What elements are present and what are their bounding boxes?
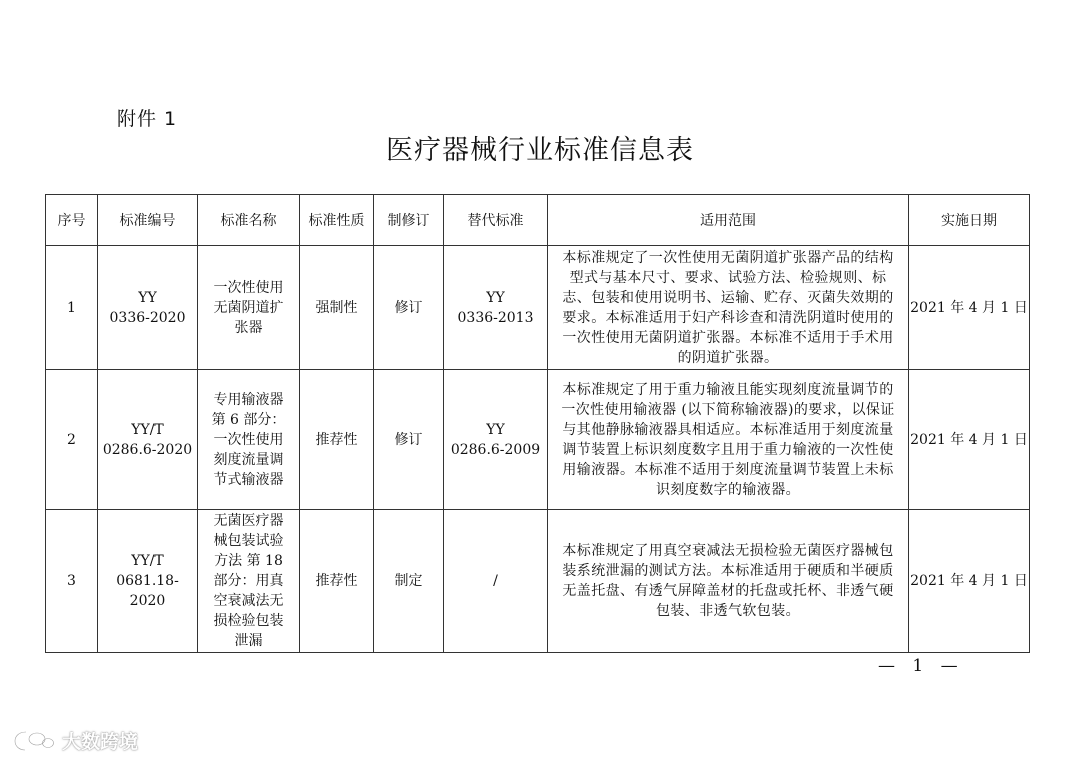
- cell-revision: 修订: [374, 246, 444, 370]
- cell-date: 2021 年 4 月 1 日: [909, 510, 1030, 653]
- cell-date: 2021 年 4 月 1 日: [909, 370, 1030, 510]
- cell-revision: 制定: [374, 510, 444, 653]
- cell-scope: 本标准规定了用真空衰减法无损检验无菌医疗器械包装系统泄漏的测试方法。本标准适用于硬质和半硬质无盖托盘、有透气屏障盖材的托盘或托杯、非透气硬包装、非透气软包装。: [548, 510, 909, 653]
- cell-nature: 推荐性: [300, 510, 374, 653]
- header-date: 实施日期: [909, 195, 1030, 246]
- table-row: [46, 370, 1030, 510]
- table-row: [46, 246, 1030, 370]
- chat-bubble-logo-icon: [12, 729, 56, 753]
- table-header-row: [46, 195, 1030, 246]
- cell-scope: 本标准规定了用于重力输液且能实现刻度流量调节的一次性使用输液器 (以下简称输液器)的要求，以保证与其他静脉输液器具相适应。本标准适用于刻度流量调节装置上标识刻度数字且用于重力输液的一次性使用输液器。本标准不适用于刻度流量调节装置上未标识刻度数字的输液器。: [548, 370, 909, 510]
- cell-seq: 1: [46, 246, 98, 370]
- cell-nature: 推荐性: [300, 370, 374, 510]
- table-row: [46, 510, 1030, 653]
- header-name: 标准名称: [198, 195, 300, 246]
- header-seq: 序号: [46, 195, 98, 246]
- cell-nature: 强制性: [300, 246, 374, 370]
- cell-name: 专用输液器第 6 部分：一次性使用刻度流量调节式输液器: [198, 370, 300, 510]
- cell-scope: 本标准规定了一次性使用无菌阴道扩张器产品的结构型式与基本尺寸、要求、试验方法、检验规则、标志、包装和使用说明书、运输、贮存、灭菌失效期的要求。本标准适用于妇产科诊查和清洗阴道时使用的一次性使用无菌阴道扩张器。本标准不适用于手术用的阴道扩张器。: [548, 246, 909, 370]
- page-title: 医疗器械行业标准信息表: [386, 135, 694, 166]
- cell-seq: 2: [46, 370, 98, 510]
- watermark: [12, 727, 138, 754]
- header-revision: 制修订: [374, 195, 444, 246]
- header-replace: 替代标准: [444, 195, 548, 246]
- cell-name: 一次性使用无菌阴道扩张器: [198, 246, 300, 370]
- cell-seq: 3: [46, 510, 98, 653]
- cell-revision: 修订: [374, 370, 444, 510]
- attachment-label: 附件 1: [117, 108, 178, 130]
- watermark-text: 大数跨境: [62, 731, 139, 753]
- cell-replace: YY 0286.6-2009: [444, 370, 548, 510]
- header-scope: 适用范围: [548, 195, 909, 246]
- cell-name: 无菌医疗器械包装试验方法 第 18 部分：用真空衰减法无损检验包装泄漏: [198, 510, 300, 653]
- cell-replace: /: [444, 510, 548, 653]
- cell-replace: YY 0336-2013: [444, 246, 548, 370]
- cell-date: 2021 年 4 月 1 日: [909, 246, 1030, 370]
- cell-code: YY 0336-2020: [98, 246, 198, 370]
- header-nature: 标准性质: [300, 195, 374, 246]
- cell-code: YY/T 0681.18-2020: [98, 510, 198, 653]
- cell-code: YY/T 0286.6-2020: [98, 370, 198, 510]
- page-number: — 1 —: [878, 656, 964, 676]
- standards-table: [45, 194, 1030, 653]
- header-code: 标准编号: [98, 195, 198, 246]
